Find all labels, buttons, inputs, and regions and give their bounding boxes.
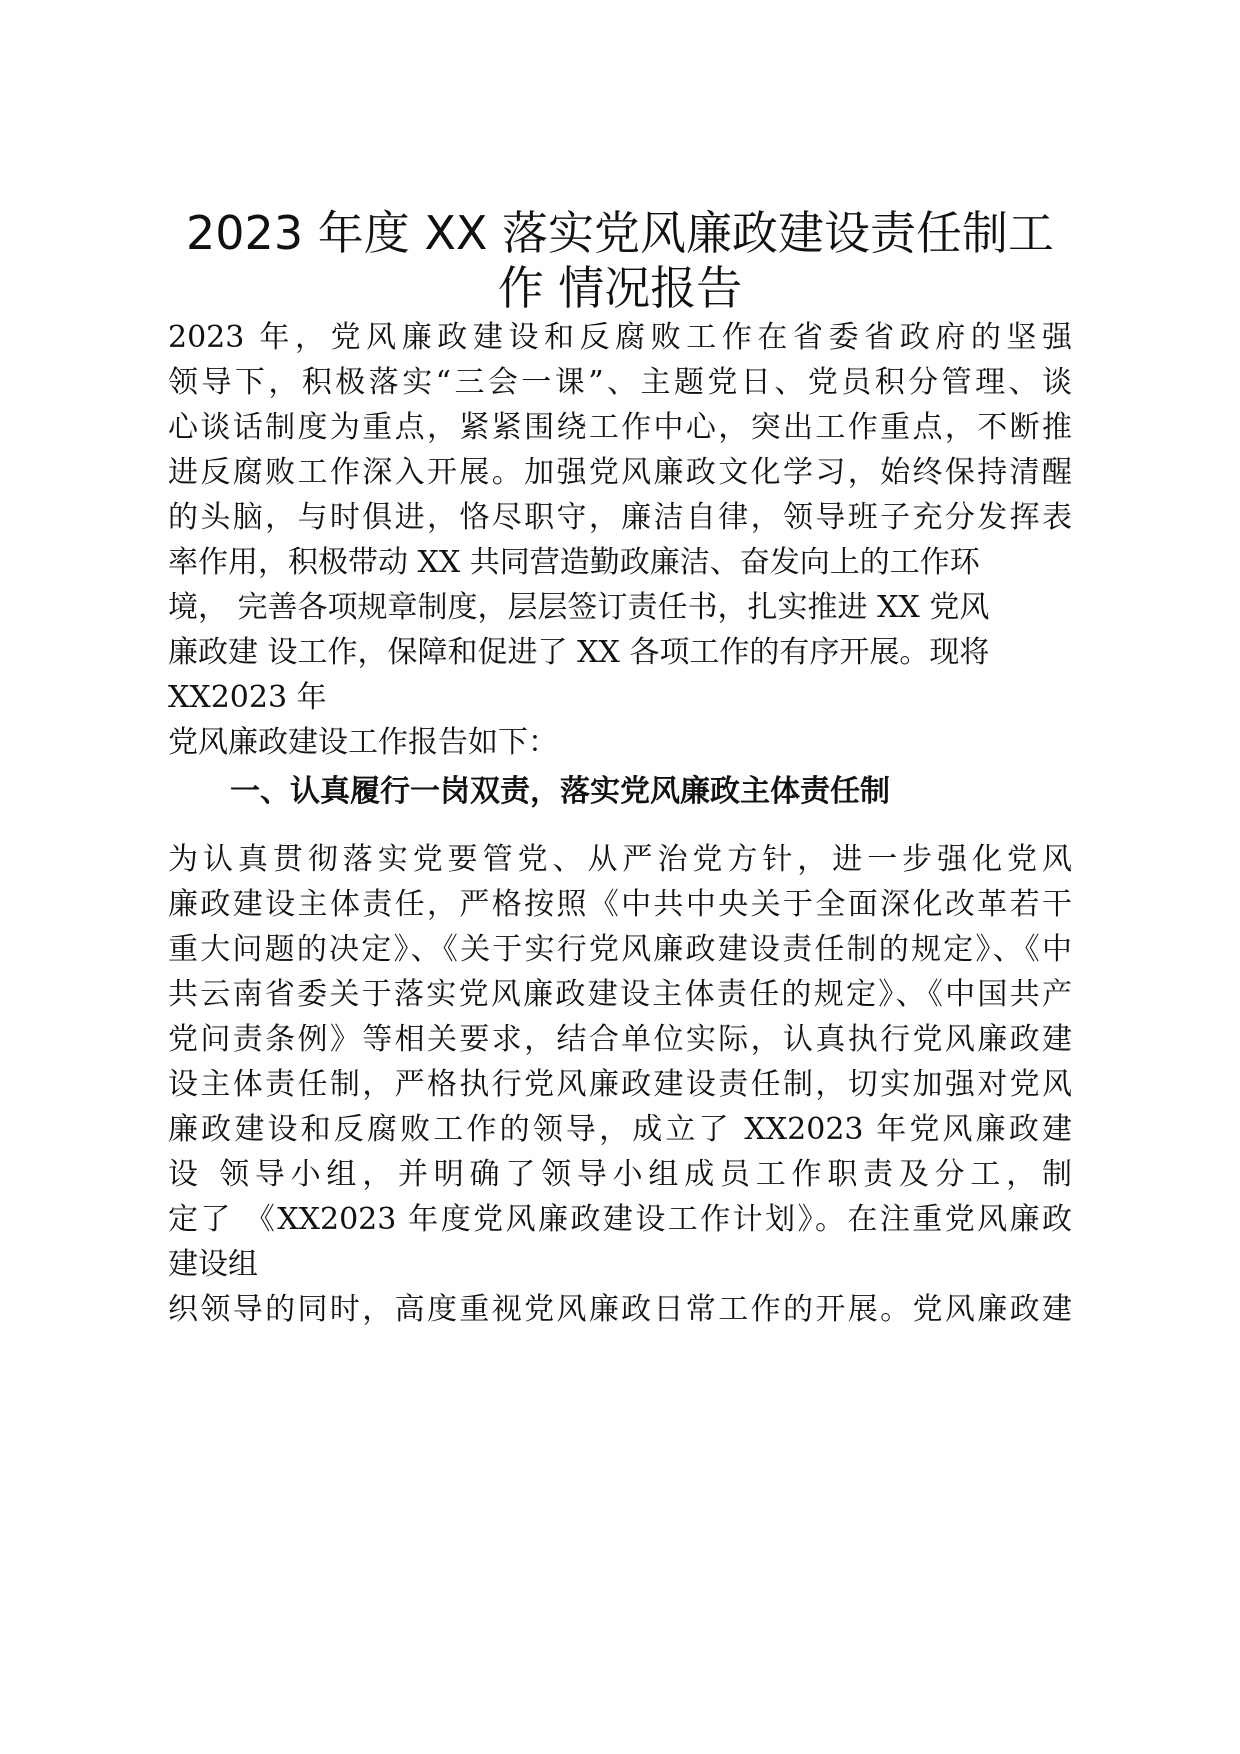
paragraph-1-line: 领导下，积极落实“三会一课”、主题党日、党员积分管理、谈 — [168, 365, 1072, 400]
paragraph-2-line: 织领导的同时，高度重视党风廉政日常工作的开展。党风廉政建 — [168, 1292, 1072, 1327]
paragraph-2-line: 共云南省委关于落实党风廉政建设主体责任的规定》、《中国共产 — [168, 977, 1072, 1012]
paragraph-2-line: 重大问题的决定》、《关于实行党风廉政建设责任制的规定》、《中 — [168, 932, 1072, 967]
paragraph-1-line: 率作用，积极带动 XX 共同营造勤政廉洁、奋发向上的工作环 — [168, 545, 980, 580]
paragraph-1-line: 廉政建 设工作，保障和促进了 XX 各项工作的有序开展。现将 — [168, 635, 990, 670]
report-title-line-2: 作 情况报告 — [497, 261, 743, 315]
paragraph-1-line: 党风廉政建设工作报告如下： — [168, 725, 558, 760]
paragraph-2-line: 廉政建设主体责任，严格按照《中共中央关于全面深化改革若干 — [168, 887, 1072, 922]
paragraph-2-line: 为认真贯彻落实党要管党、从严治党方针，进一步强化党风 — [168, 842, 1072, 877]
paragraph-2-line: 设 领导小组，并明确了领导小组成员工作职责及分工，制 — [168, 1157, 1072, 1192]
paragraph-1-line: 2023 年，党风廉政建设和反腐败工作在省委省政府的坚强 — [168, 320, 1072, 355]
paragraph-1-line: 境， 完善各项规章制度，层层签订责任书，扎实推进 XX 党风 — [168, 590, 990, 625]
section-1-heading: 一、认真履行一岗双责，落实党风廉政主体责任制 — [230, 774, 890, 809]
paragraph-1-line: XX2023 年 — [168, 680, 327, 715]
paragraph-2-line: 建设组 — [168, 1247, 258, 1282]
paragraph-2-line: 党问责条例》等相关要求，结合单位实际，认真执行党风廉政建 — [168, 1022, 1072, 1057]
paragraph-1-line: 心谈话制度为重点，紧紧围绕工作中心，突出工作重点，不断推 — [168, 410, 1072, 445]
paragraph-1-line: 进反腐败工作深入开展。加强党风廉政文化学习，始终保持清醒 — [168, 455, 1072, 490]
paragraph-2-line: 廉政建设和反腐败工作的领导，成立了 XX2023 年党风廉政建 — [168, 1112, 1072, 1147]
paragraph-2-line: 设主体责任制，严格执行党风廉政建设责任制，切实加强对党风 — [168, 1067, 1072, 1102]
paragraph-2-line: 定了 《XX2023 年度党风廉政建设工作计划》。在注重党风廉政 — [168, 1202, 1072, 1237]
report-title-line-1: 2023 年度 XX 落实党风廉政建设责任制工 — [186, 206, 1054, 260]
paragraph-1-line: 的头脑，与时俱进，恪尽职守，廉洁自律，领导班子充分发挥表 — [168, 500, 1072, 535]
